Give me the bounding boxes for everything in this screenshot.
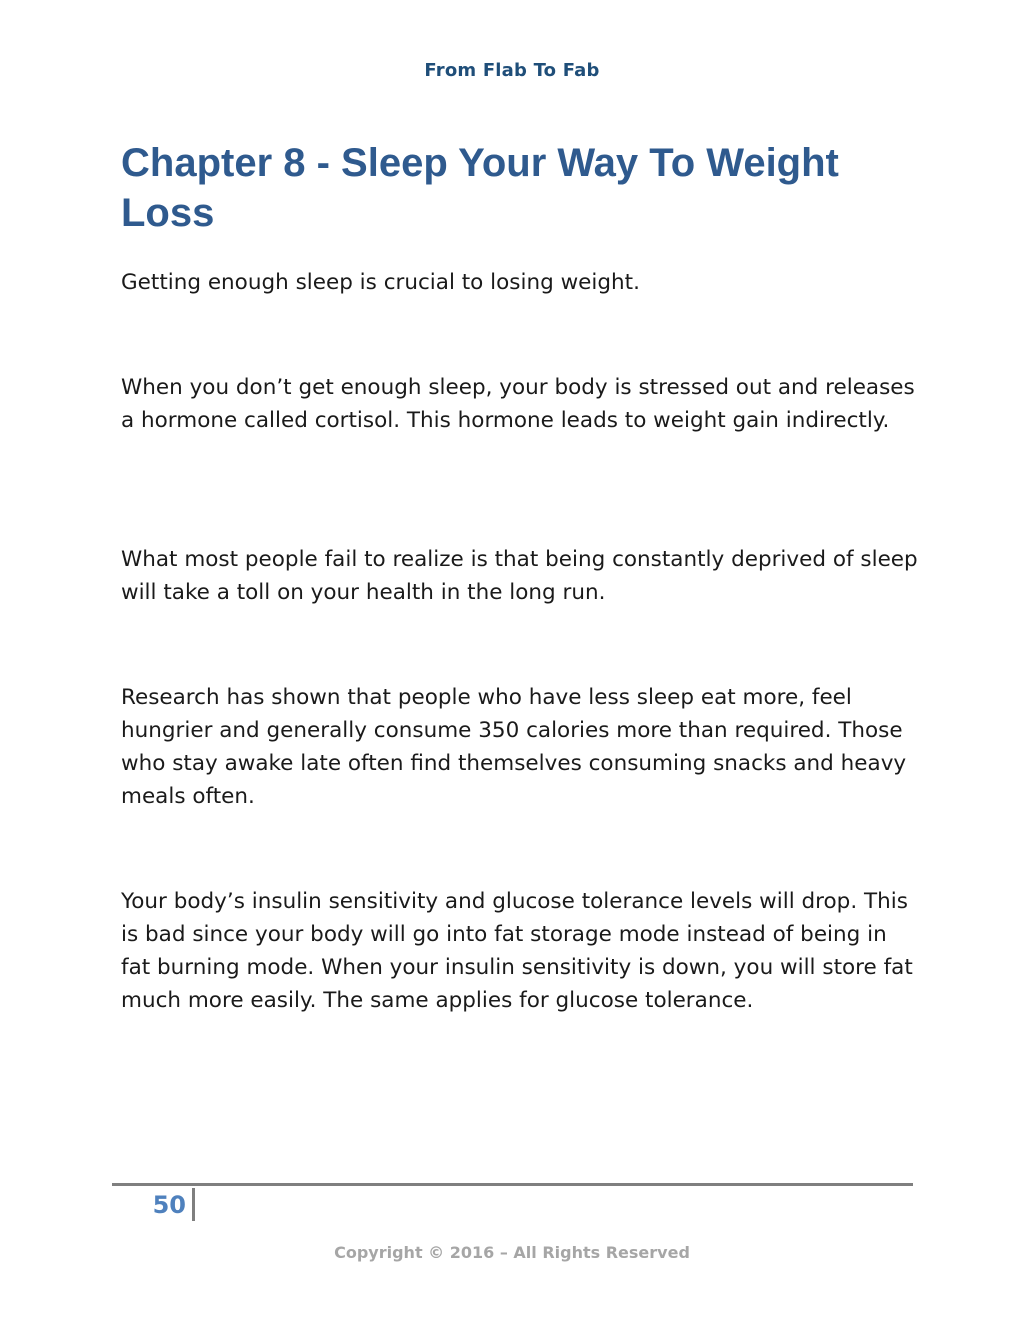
paragraph-2: When you don’t get enough sleep, your body is stressed out and releases a hormone called cortisol. This hormone leads to weight gain indirectly.	[121, 375, 915, 433]
chapter-title: Chapter 8 - Sleep Your Way To Weight Loss	[121, 141, 839, 235]
running-header: From Flab To Fab	[424, 60, 600, 81]
footer-divider	[112, 1183, 913, 1186]
copyright-notice: Copyright © 2016 – All Rights Reserved	[334, 1243, 690, 1262]
paragraph-5: Your body’s insulin sensitivity and glucose tolerance levels will drop. This is bad since your body will go into fat storage mode instead of being in fat burning mode. When your insulin sensitivity is down, you will store fat much more easily. The same applies for glucose tolerance.	[121, 889, 913, 1013]
paragraph-4: Research has shown that people who have less sleep eat more, feel hungrier and generally consume 350 calories more than required. Those who stay awake late often find themselves consuming snacks and heavy meals often.	[121, 685, 907, 809]
page-number-divider	[192, 1188, 195, 1221]
paragraph-1: Getting enough sleep is crucial to losing weight.	[121, 270, 640, 295]
paragraph-3: What most people fail to realize is that being constantly deprived of sleep will take a toll on your health in the long run.	[121, 547, 918, 605]
page-number: 50	[152, 1191, 186, 1219]
